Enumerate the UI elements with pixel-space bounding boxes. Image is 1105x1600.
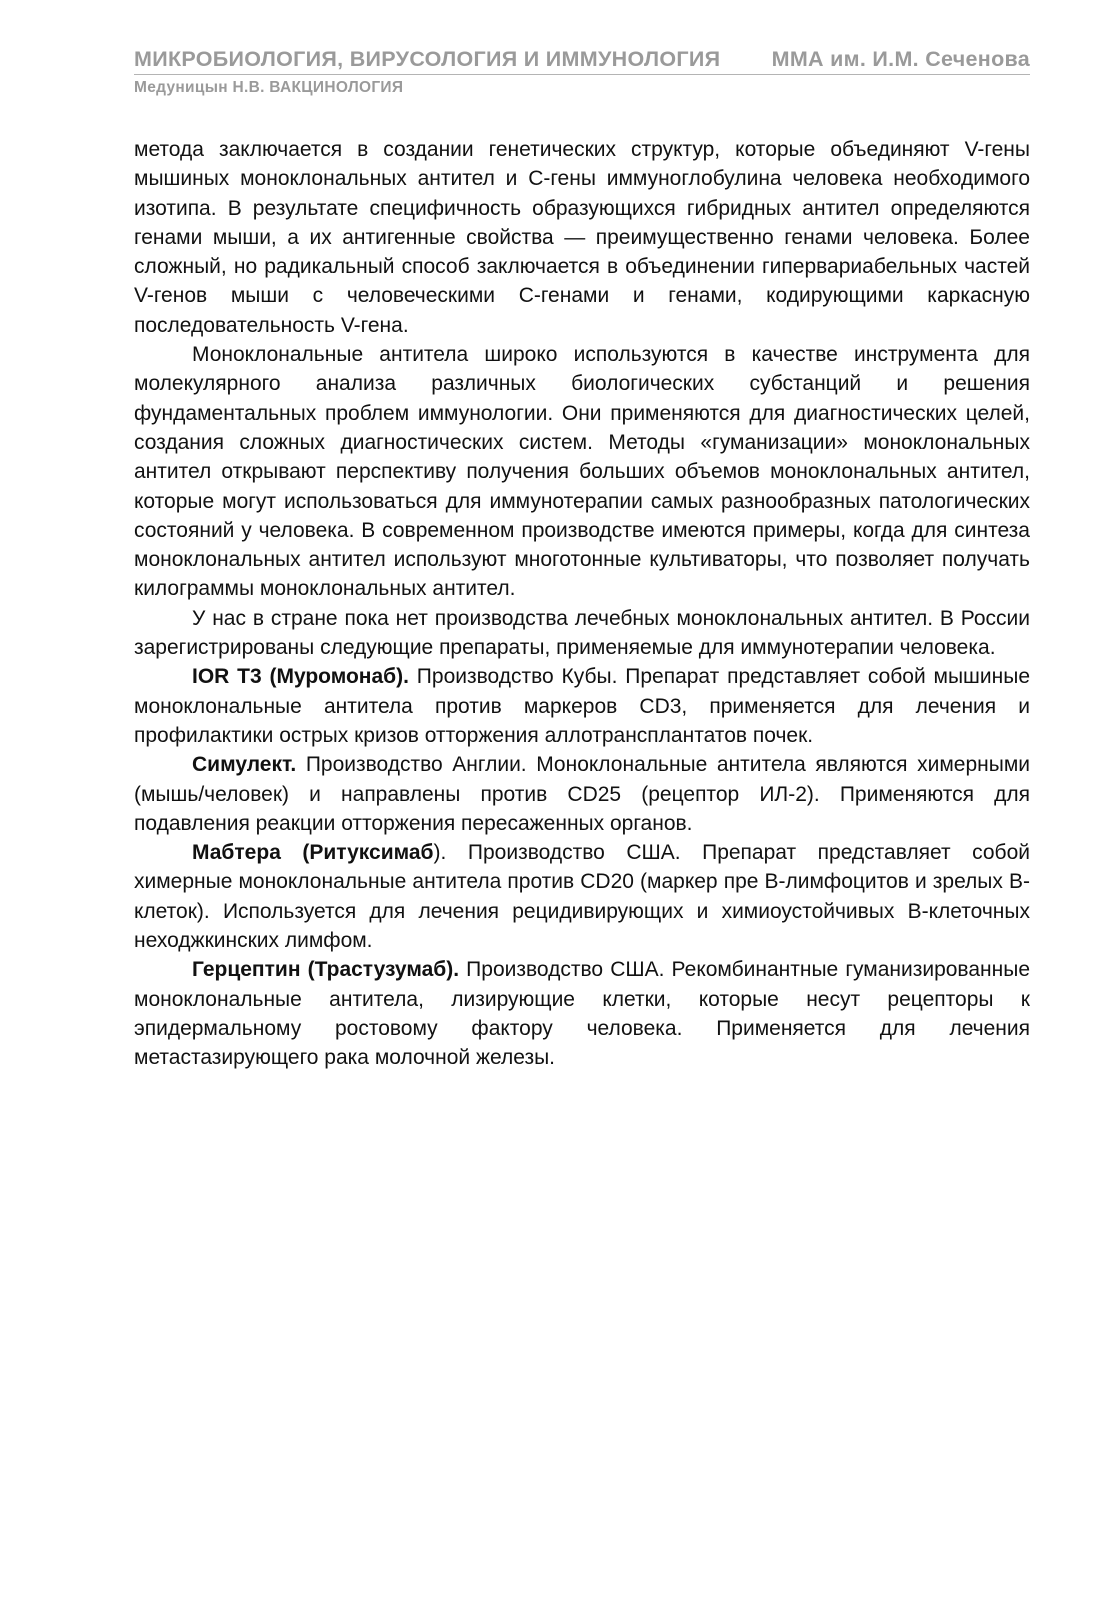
paragraph-text: Моноклональные антитела широко используются в качестве инструмента для молекулярного анализа различных биологических субстанций и решения фундаментальных проблем иммунологии. Они применяются для диагностических целей, создания сложных диагностических систем. Методы «гуманизации» моноклональных антител открывают перспективу получения больших объемов моноклональных антител, которые могут использоваться для иммунотерапии самых разнообразных патологических состояний у человека. В современном производстве имеются примеры, когда для синтеза моноклональных антител используют многотонные культиваторы, что позволяет получать килограммы моноклональных антител. — [134, 343, 1030, 601]
paragraph-drug-mabthera — [134, 838, 1030, 955]
drug-description: Производство Кубы. Препарат представляет собой мышиные моноклональные антитела против маркеров CD3, применяется для лечения и профилактики острых кризов отторжения аллотрансплантатов почек. — [134, 665, 1031, 747]
document-body — [134, 135, 1030, 1073]
drug-description: ). Производство США. Препарат представляет собой химерные моноклональные антитела против CD20 (маркер пре В-лимфоцитов и зрелых В-клеток). Используется для лечения рецидивирующих и химиоустойчивых В-клеточных неходжкинских лимфом. — [134, 841, 1030, 953]
drug-name: Герцептин (Трастузумаб). — [192, 958, 460, 982]
drug-name: Симулект. — [192, 753, 297, 777]
paragraph-text: метода заключается в создании генетических структур, которые объединяют V-гены мышиных моноклональных антител и С-гены иммуноглобулина человека необходимого изотипа. В результате специфичность образующихся гибридных антител определяются генами мыши, а их антигенные свойства — преимущественно генами человека. Более сложный, но радикальный способ заключается в объединении гипервариабельных частей V-генов мыши с человеческими С-генами и генами, кодирующими каркасную последовательность V-гена. — [134, 138, 1030, 337]
paragraph-drug-simulect — [134, 750, 1030, 838]
paragraph-uses — [134, 340, 1030, 604]
paragraph-text: У нас в стране пока нет производства лечебных моноклональных антител. В России зарегистрированы следующие препараты, применяемые для иммунотерапии человека. — [134, 606, 1030, 660]
drug-description: Производство США. Рекомбинантные гуманизированные моноклональные антитела, лизирующие клетки, которые несут рецепторы к эпидермальному ростовому фактору человека. Применяется для лечения метастазирующего рака молочной железы. — [134, 958, 1030, 1070]
header-top-line — [134, 46, 1030, 75]
paragraph-method — [134, 135, 1030, 340]
paragraph-russia — [134, 604, 1030, 663]
header-institution: ММА им. И.М. Сеченова — [771, 47, 1030, 71]
drug-description: Производство Англии. Моноклональные антитела являются химерными (мышь/человек) и направлены против CD25 (рецептор ИЛ-2). Применяются для подавления реакции отторжения пересаженных органов. — [134, 753, 1030, 835]
header-subject: МИКРОБИОЛОГИЯ, ВИРУСОЛОГИЯ И ИММУНОЛОГИЯ — [134, 47, 721, 71]
paragraph-drug-muromonab — [134, 662, 1030, 750]
drug-name: Мабтера (Ритуксимаб — [192, 841, 434, 865]
page-header — [134, 46, 1030, 99]
header-book-title: Медуницын Н.В. ВАКЦИНОЛОГИЯ — [134, 79, 404, 96]
drug-name: IOR T3 (Муромонаб). — [192, 665, 409, 689]
paragraph-drug-herceptin — [134, 955, 1030, 1072]
